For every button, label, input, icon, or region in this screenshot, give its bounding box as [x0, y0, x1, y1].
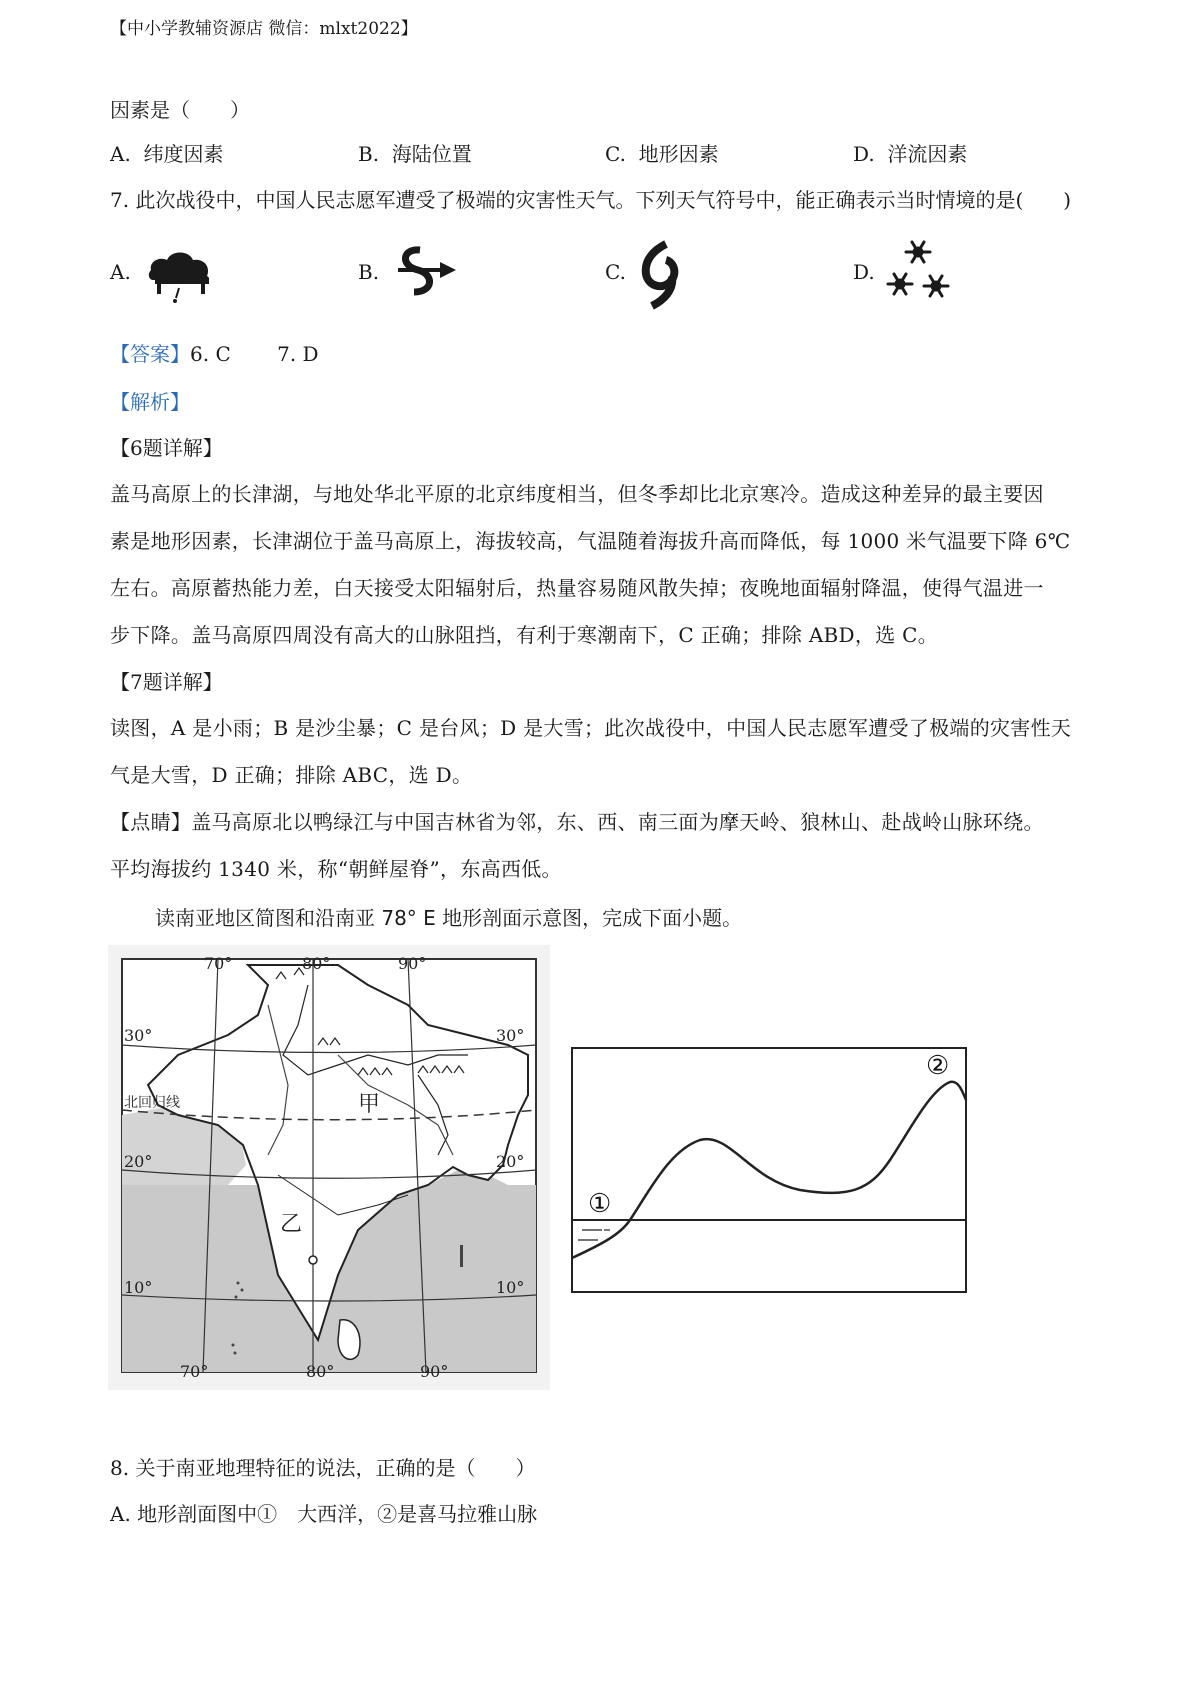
figure-intro: 读南亚地区简图和沿南亚 78° E 地形剖面示意图，完成下面小题。 — [155, 906, 743, 930]
lon-label-top: 70° — [204, 954, 233, 973]
lon-label-bottom: 90° — [420, 1362, 449, 1381]
tropic-label: 北回归线 — [124, 1095, 180, 1111]
lat-label: 10° — [124, 1278, 153, 1297]
terrain-profile — [570, 1040, 970, 1306]
answer-text: 6. C 7. D — [190, 342, 319, 366]
pointer-label: 【点睛】 — [110, 810, 192, 834]
lon-label-bottom: 80° — [306, 1362, 335, 1381]
detail7-line: 气是大雪，D 正确；排除 ABC，选 D。 — [110, 763, 473, 787]
q6-option-d: D. 洋流因素 — [853, 142, 968, 166]
detail6-line: 步下降。盖马高原四周没有高大的山脉阻挡，有利于寒潮南下，C 正确；排除 ABD，选 C。 — [110, 623, 939, 647]
lat-label: 20° — [124, 1152, 153, 1171]
detail6-line: 左右。高原蓄热能力差，白天接受太阳辐射后，热量容易随风散失掉；夜晚地面辐射降温，使得气温进一 — [110, 576, 1044, 600]
q7-stem: 7. 此次战役中，中国人民志愿军遭受了极端的灾害性天气。下列天气符号中，能正确表示当时情境的是( ) — [110, 188, 1072, 212]
q6-option-a: A. 纬度因素 — [110, 142, 224, 166]
detail7-title: 【7题详解】 — [110, 670, 223, 694]
lat-label: 30° — [496, 1026, 525, 1045]
pointer-line: 平均海拔约 1340 米，称“朝鲜屋脊”，东高西低。 — [110, 857, 562, 881]
heavy-snow-icon — [882, 236, 954, 310]
page-header: 【中小学教辅资源店 微信：mlxt2022】 — [110, 19, 418, 39]
q6-option-c: C. 地形因素 — [605, 142, 719, 166]
answer-line — [110, 340, 319, 368]
light-rain-icon — [145, 248, 215, 312]
q7-option-c-letter: C. — [605, 260, 626, 284]
pointer-line: 【点睛】盖马高原北以鸭绿江与中国吉林省为邻，东、西、南三面为摩天岭、狼林山、赴战岭山脉环绕。 — [110, 810, 1044, 834]
region-label-yi: 乙 — [280, 1212, 303, 1237]
analysis-label: 【解析】 — [110, 390, 190, 414]
typhoon-icon — [636, 240, 682, 314]
q7-option-a-letter: A. — [110, 260, 131, 284]
lon-label-bottom: 70° — [180, 1362, 209, 1381]
q7-option-b-letter: B. — [358, 260, 380, 284]
detail6-title: 【6题详解】 — [110, 436, 223, 460]
answer-label: 【答案】 — [110, 342, 190, 366]
lat-label: 20° — [496, 1152, 525, 1171]
detail7-line: 读图，A 是小雨；B 是沙尘暴；C 是台风；D 是大雪；此次战役中，中国人民志愿军遭受了极端的灾害性天 — [110, 716, 1072, 740]
south-asia-map — [108, 945, 550, 1394]
region-label-jia: 甲 — [358, 1092, 381, 1117]
q6-option-b: B. 海陆位置 — [358, 142, 472, 166]
lat-label: 10° — [496, 1278, 525, 1297]
q6-stem-tail: 因素是（ ） — [110, 98, 250, 122]
detail6-line: 盖马高原上的长津湖，与地处华北平原的北京纬度相当，但冬季却比北京寒冷。造成这种差异的最主要因 — [110, 482, 1044, 506]
lon-label-top: 90° — [398, 954, 427, 973]
profile-marker-2: ② — [926, 1051, 950, 1081]
sandstorm-icon — [390, 242, 460, 306]
q7-option-d-letter: D. — [853, 260, 875, 284]
detail6-line: 素是地形因素，长津湖位于盖马高原上，海拔较高，气温随着海拔升高而降低，每 1000 米气温要下降 6℃ — [110, 529, 1071, 553]
profile-marker-1: ① — [588, 1189, 612, 1219]
lon-label-top: 80° — [302, 954, 331, 973]
lat-label: 30° — [124, 1026, 153, 1045]
q8-stem: 8. 关于南亚地理特征的说法，正确的是（ ） — [110, 1456, 536, 1480]
q8-option-a: A. 地形剖面图中① 大西洋，②是喜马拉雅山脉 — [110, 1502, 538, 1526]
